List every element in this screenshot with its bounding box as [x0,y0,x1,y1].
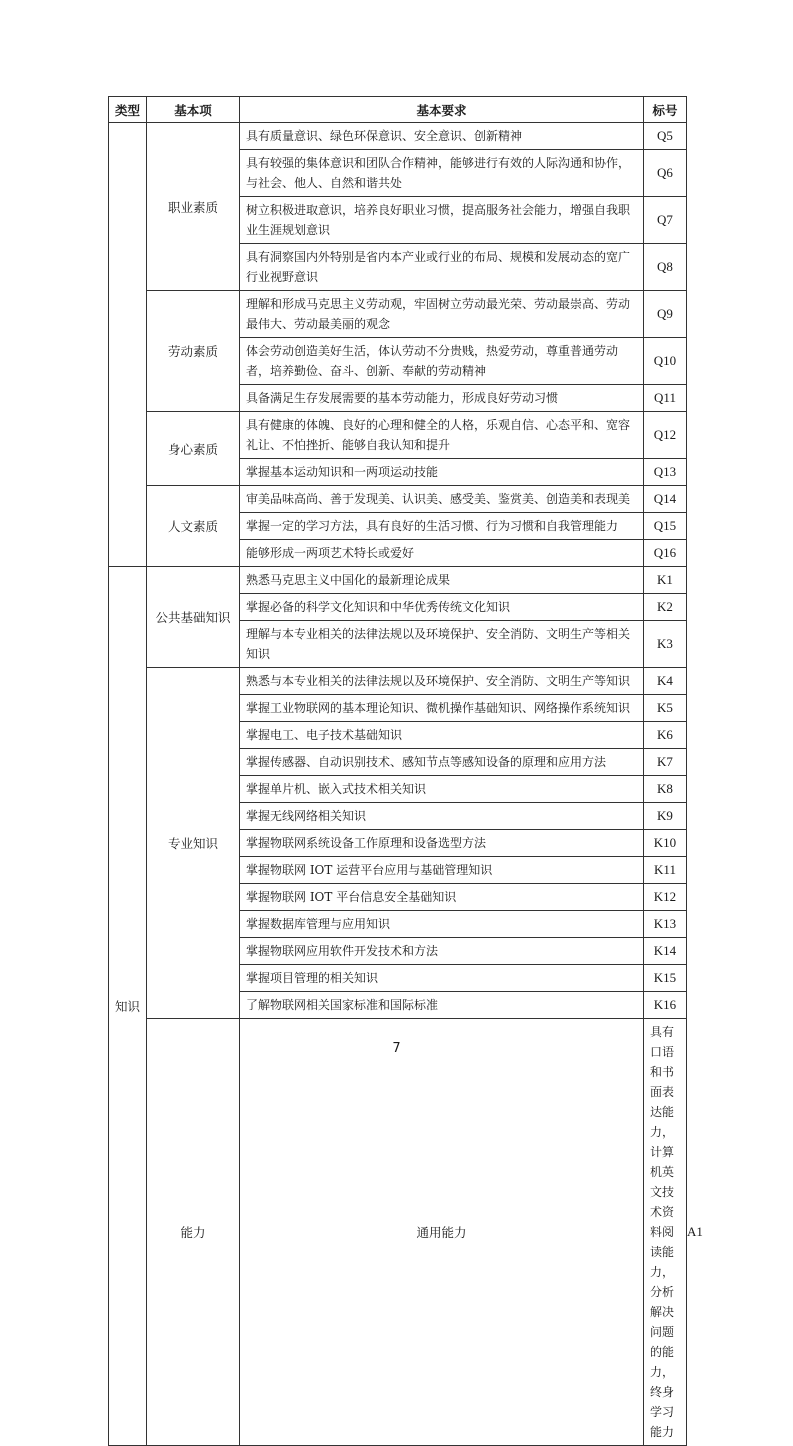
type-knowledge: 知识 [109,567,147,1446]
item-labor-quality: 劳动素质 [147,291,240,412]
page-number: 7 [392,1041,401,1056]
code-cell: Q13 [644,459,687,486]
code-cell: K5 [644,695,687,722]
requirement-cell: 掌握基本运动知识和一两项运动技能 [240,459,644,486]
requirement-cell: 具有洞察国内外特别是省内本产业或行业的布局、规模和发展动态的宽广行业视野意识 [240,244,644,291]
header-requirement: 基本要求 [240,97,644,123]
header-row [109,97,687,123]
requirement-cell: 掌握无线网络相关知识 [240,803,644,830]
item-professional-knowledge: 专业知识 [147,668,240,1019]
requirement-cell: 掌握单片机、嵌入式技术相关知识 [240,776,644,803]
item-public-basic-knowledge: 公共基础知识 [147,567,240,668]
requirements-table [108,96,703,1446]
code-cell: Q15 [644,513,687,540]
requirement-cell: 熟悉与本专业相关的法律法规以及环境保护、安全消防、文明生产等知识 [240,668,644,695]
requirement-cell: 掌握一定的学习方法，具有良好的生活习惯、行为习惯和自我管理能力 [240,513,644,540]
code-cell: Q9 [644,291,687,338]
requirement-cell: 掌握物联网 IOT 运营平台应用与基础管理知识 [240,857,644,884]
requirement-cell: 审美品味高尚、善于发现美、认识美、感受美、鉴赏美、创造美和表现美 [240,486,644,513]
code-cell: K6 [644,722,687,749]
requirement-cell: 掌握项目管理的相关知识 [240,965,644,992]
code-cell: Q7 [644,197,687,244]
requirement-cell: 理解与本专业相关的法律法规以及环境保护、安全消防、文明生产等相关知识 [240,621,644,668]
table-row [109,412,687,459]
code-cell: K13 [644,911,687,938]
requirement-cell: 具备满足生存发展需要的基本劳动能力，形成良好劳动习惯 [240,385,644,412]
requirement-cell: 能够形成一两项艺术特长或爱好 [240,540,644,567]
code-cell: Q10 [644,338,687,385]
code-cell: K3 [644,621,687,668]
requirement-cell: 熟悉马克思主义中国化的最新理论成果 [240,567,644,594]
code-cell: Q8 [644,244,687,291]
code-cell: K12 [644,884,687,911]
requirement-cell: 了解物联网相关国家标准和国际标准 [240,992,644,1019]
requirement-cell: 掌握必备的科学文化知识和中华优秀传统文化知识 [240,594,644,621]
table-row [109,567,687,594]
code-cell: K2 [644,594,687,621]
requirement-cell: 掌握数据库管理与应用知识 [240,911,644,938]
code-cell: K10 [644,830,687,857]
code-cell: Q16 [644,540,687,567]
code-cell: K11 [644,857,687,884]
item-physical-mental-quality: 身心素质 [147,412,240,486]
code-cell: K16 [644,992,687,1019]
requirement-cell: 具有较强的集体意识和团队合作精神，能够进行有效的人际沟通和协作，与社会、他人、自然和谐共处 [240,150,644,197]
requirement-cell: 掌握工业物联网的基本理论知识、微机操作基础知识、网络操作系统知识 [240,695,644,722]
table-row [109,123,687,150]
code-cell: K7 [644,749,687,776]
requirement-cell: 掌握电工、电子技术基础知识 [240,722,644,749]
item-professional-quality: 职业素质 [147,123,240,291]
code-cell: Q14 [644,486,687,513]
code-cell: K1 [644,567,687,594]
item-general-ability: 通用能力 [240,1019,644,1446]
type-ability: 能力 [147,1019,240,1446]
code-cell: K14 [644,938,687,965]
code-cell: Q11 [644,385,687,412]
code-cell: K8 [644,776,687,803]
requirement-cell: 掌握物联网 IOT 平台信息安全基础知识 [240,884,644,911]
requirement-cell: 掌握物联网系统设备工作原理和设备选型方法 [240,830,644,857]
code-cell: Q12 [644,412,687,459]
requirement-cell: 理解和形成马克思主义劳动观，牢固树立劳动最光荣、劳动最崇高、劳动最伟大、劳动最美丽的观念 [240,291,644,338]
type-cell-quality [109,123,147,567]
table-row [109,668,687,695]
code-cell: Q5 [644,123,687,150]
requirement-cell: 掌握物联网应用软件开发技术和方法 [240,938,644,965]
requirement-cell: 具有质量意识、绿色环保意识、安全意识、创新精神 [240,123,644,150]
header-code: 标号 [644,97,687,123]
table-row [109,486,687,513]
requirement-cell: 体会劳动创造美好生活，体认劳动不分贵贱，热爱劳动，尊重普通劳动者，培养勤俭、奋斗、创新、奉献的劳动精神 [240,338,644,385]
requirement-cell: 具有健康的体魄、良好的心理和健全的人格，乐观自信、心态平和、宽容礼让、不怕挫折、能够自我认知和提升 [240,412,644,459]
item-humanities-quality: 人文素质 [147,486,240,567]
requirement-cell: 树立积极进取意识，培养良好职业习惯，提高服务社会能力，增强自我职业生涯规划意识 [240,197,644,244]
header-type: 类型 [109,97,147,123]
header-item: 基本项 [147,97,240,123]
code-cell: K9 [644,803,687,830]
requirement-cell: 掌握传感器、自动识别技术、感知节点等感知设备的原理和应用方法 [240,749,644,776]
requirement-cell: 具有口语和书面表达能力，计算机英文技术资料阅读能力，分析解决问题的能力，终身学习能力 [644,1019,687,1446]
table-row: 能力 通用能力 具有口语和书面表达能力，计算机英文技术资料阅读能力，分析解决问题的能力，终身学习能力 A1 [109,1019,687,1446]
table-row [109,291,687,338]
code-cell: Q6 [644,150,687,197]
code-cell: K15 [644,965,687,992]
code-cell: K4 [644,668,687,695]
